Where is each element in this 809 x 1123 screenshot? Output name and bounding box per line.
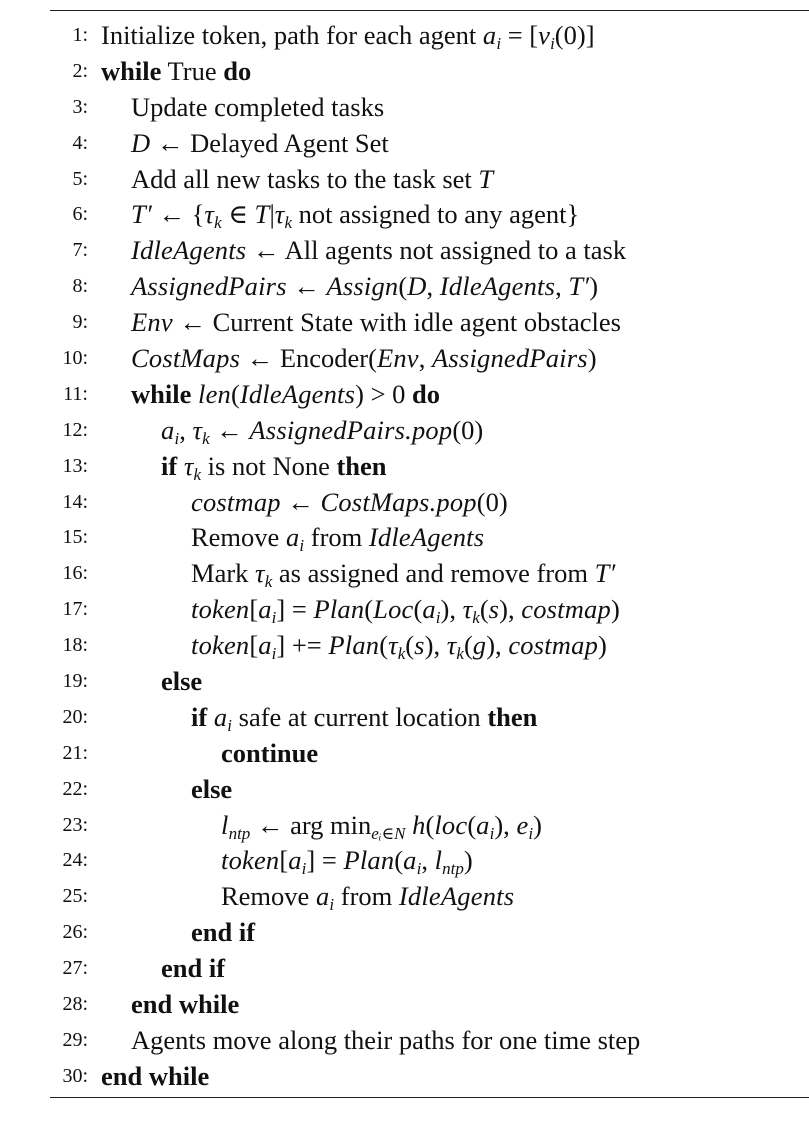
math-subscript: k [214,213,222,233]
math-symbol: IdleAgents [131,235,247,266]
line-code [131,1023,640,1059]
code-text: ( [379,630,389,661]
algorithm-line [0,772,809,808]
code-text: ← [209,414,250,445]
line-code [221,879,514,915]
math-symbol: AssignedPairs.pop [249,414,453,445]
math-symbol: T′ [568,271,590,302]
line-number: 25: [62,885,88,908]
math-symbol: a [403,845,417,876]
keyword: do [412,378,441,409]
line-code [191,485,508,521]
algorithm-line [0,915,809,951]
code-text: ← [280,486,321,517]
math-symbol: AssignedPairs [432,343,588,374]
code-text: ( [413,594,423,625]
keyword: then [336,450,387,481]
math-symbol: T [478,163,494,194]
line-number: 29: [62,1028,88,1051]
code-text: Initialize token, path for each agent [101,20,483,50]
code-text: ← Encoder( [240,343,377,374]
code-text: ← Current State with idle agent obstacles [172,307,621,338]
code-text: (0) [476,486,508,517]
code-text: = [ [501,20,539,50]
line-number: 24: [62,849,88,872]
code-text: ] = [276,594,314,625]
code-text: ) [589,271,599,302]
code-text: , [418,343,433,374]
code-text: ( [230,378,240,409]
algorithm-line [0,413,809,449]
algorithm-line [0,520,809,556]
algorithm-line [0,1023,809,1059]
algorithm-line [0,1059,809,1095]
code-text: Remove [191,522,286,553]
math-symbol: IdleAgents [398,881,515,912]
math-subscript: i [496,34,502,53]
line-number: 8: [72,275,88,298]
math-symbol: Env [131,307,173,338]
algorithm-line [0,879,809,915]
math-symbol: τ [255,558,265,589]
math-subscript: ntp [442,859,464,879]
line-number: 1: [72,24,88,46]
keyword: if [161,450,178,481]
line-code [131,987,239,1023]
math-symbol: T [254,199,270,230]
math-symbol: s [488,594,500,625]
line-code [191,915,255,951]
keyword: do [223,55,252,86]
math-symbol: Plan [343,845,395,876]
line-code [191,592,620,628]
line-code [221,808,542,844]
math-symbol: a [482,20,497,50]
code-text: ← { [151,199,205,230]
math-subscript: i [174,428,180,448]
math-symbol: τ [446,630,457,661]
keyword: else [161,666,203,697]
code-text: Update completed tasks [131,91,385,122]
math-symbol: token [191,630,250,661]
keyword: while [101,55,162,86]
code-text: True [161,55,224,86]
math-symbol: τ [183,450,194,481]
line-code [191,772,232,808]
line-number: 28: [62,993,88,1016]
line-code [191,520,484,556]
math-symbol: l [434,845,443,876]
math-subscript: i [299,536,305,556]
math-symbol: loc [434,809,468,840]
math-subscript: i [227,715,232,735]
line-code [191,628,607,664]
algorithm-line [0,54,809,90]
math-symbol: v [538,20,551,50]
math-symbol: CostMaps [131,343,241,374]
code-text: ( [425,809,435,840]
algorithm-line [0,951,809,987]
code-text [207,702,214,732]
keyword: while [131,378,192,409]
code-text: ) [610,594,620,625]
math-symbol: a [161,414,175,445]
keyword: continue [221,737,319,768]
code-text: ) > 0 [355,378,413,409]
line-code [131,197,579,233]
code-text: ) [533,809,542,840]
line-number: 4: [72,131,88,154]
math-subscript: eᵢ∈N [371,823,406,843]
algorithm-line [0,18,809,54]
code-text: from [334,881,399,912]
code-text: (0) [452,414,484,445]
code-text: ( [364,594,374,625]
math-subscript: i [271,608,277,628]
code-text: ( [467,809,477,840]
code-text: safe at current location [232,701,488,732]
line-code [131,341,597,377]
algorithm-line [0,628,809,664]
math-symbol: costmap [191,486,281,517]
math-symbol: token [191,594,250,625]
line-number: 17: [62,598,88,621]
math-symbol: D [407,271,427,302]
code-text: ← arg min [250,809,372,840]
line-code [101,1059,209,1095]
math-subscript: i [271,644,277,664]
math-symbol: IdleAgents [368,522,485,553]
math-subscript: i [329,895,335,915]
math-symbol: a [422,594,436,625]
code-text: [ [249,630,259,661]
algorithm-line [0,843,809,879]
math-symbol: len [198,378,231,409]
math-symbol: h [412,809,426,840]
math-subscript: i [435,608,441,628]
line-number: 6: [72,203,88,226]
math-subscript: k [472,608,480,628]
algorithm-line [0,269,809,305]
math-symbol: CostMaps.pop [320,486,477,517]
line-code [161,951,225,987]
algorithm-line [0,449,809,485]
math-subscript: k [284,213,293,233]
line-number: 11: [63,382,88,405]
line-number: 2: [72,59,88,82]
code-text: as assigned and remove from [272,558,595,589]
algorithm-top-rule [50,10,809,11]
code-text: , [421,845,435,876]
line-number: 5: [72,167,88,190]
code-text: [ [279,845,289,876]
algorithm-line [0,485,809,521]
math-symbol: g [472,630,487,661]
math-symbol: IdleAgents [239,378,356,409]
line-code [131,162,493,198]
math-symbol: τ [192,414,203,445]
keyword: end if [191,917,256,948]
code-text: ∈ [221,199,255,230]
code-text: ( [405,630,415,661]
math-symbol: e [516,809,529,840]
math-symbol: τ [462,594,473,625]
algorithm-line [0,808,809,844]
code-text: ] += [276,630,329,661]
math-subscript: i [489,823,495,843]
math-symbol: τ [388,630,398,661]
math-subscript: k [456,644,464,664]
algorithm-line [0,377,809,413]
keyword: if [191,701,208,732]
math-subscript: i [528,823,534,843]
keyword: end while [131,989,240,1020]
algorithm-bottom-rule [50,1097,809,1098]
algorithm-line [0,162,809,198]
line-number: 19: [62,670,88,693]
line-number: 26: [62,921,88,944]
keyword: end if [161,953,226,984]
algorithm-line [0,233,809,269]
math-symbol: τ [274,199,285,230]
math-symbol: D [131,127,151,158]
algorithm-line [0,592,809,628]
code-text: ) [587,343,597,374]
math-symbol: T′ [594,558,616,589]
code-text: Agents move along their paths for one time step [131,1024,641,1055]
math-symbol: IdleAgents [439,271,556,302]
code-text: (0)] [554,20,595,50]
math-symbol: Plan [313,594,365,625]
code-text: , [426,271,440,302]
code-text: ) [463,845,473,876]
code-text: ) [598,630,607,661]
code-text: Add all new tasks to the task set [131,163,479,194]
math-subscript: k [202,428,210,448]
line-code [161,664,202,700]
algorithm-line [0,987,809,1023]
math-symbol: token [221,845,280,876]
line-code [191,556,616,592]
line-number: 30: [62,1064,88,1087]
math-subscript: k [264,572,273,592]
math-subscript: i [416,859,422,879]
line-number: 23: [62,813,88,836]
line-number: 14: [62,490,88,513]
code-text: ← Delayed Agent Set [150,127,389,158]
line-number: 16: [62,562,88,585]
math-symbol: costmap [508,630,599,661]
math-symbol: a [315,881,330,912]
code-text: ] = [306,845,344,876]
algorithm-line [0,664,809,700]
line-code [221,843,473,879]
math-symbol: s [414,630,425,661]
code-text: | [269,199,275,230]
code-text [177,451,184,481]
algorithm-body [0,18,809,1095]
math-subscript: k [193,464,202,484]
math-symbol: l [221,809,229,840]
line-code [161,449,387,485]
code-text: , [555,271,569,302]
algorithm-line [0,305,809,341]
code-text: is not None [201,450,337,481]
math-subscript: i [550,34,555,53]
math-symbol: a [476,809,490,840]
line-number: 22: [62,777,88,800]
algorithm-line [0,126,809,162]
math-symbol: Env [376,343,419,374]
algorithm-line [0,556,809,592]
code-text: Mark [191,558,256,589]
line-number: 27: [62,957,88,980]
line-code [131,269,598,305]
line-code [131,377,440,413]
code-text: ( [394,845,404,876]
code-text: ← [286,271,327,302]
line-code [101,18,595,54]
math-symbol: a [258,630,272,661]
code-text: ), [486,630,509,661]
code-text: , [179,414,193,445]
math-symbol: Plan [328,630,380,661]
line-code [131,90,384,126]
math-symbol: a [213,701,228,732]
code-text: ← All agents not assigned to a task [246,235,627,266]
code-text: ( [463,630,473,661]
code-text: ), [499,594,522,625]
code-text: [ [249,594,259,625]
algorithm-line [0,736,809,772]
line-code [221,736,318,772]
keyword: else [191,773,233,804]
algorithm-line [0,341,809,377]
math-symbol: Loc [373,594,414,625]
line-code [161,413,483,449]
line-number: 13: [62,454,88,477]
line-number: 21: [62,741,88,764]
line-number: 12: [62,418,88,441]
code-text [191,379,198,409]
code-text: from [304,522,369,553]
code-text: not assigned to any agent} [292,199,580,230]
math-symbol: Assign [326,271,399,302]
math-symbol: a [288,845,302,876]
algorithm-line [0,197,809,233]
line-code [131,126,389,162]
line-code [131,233,626,269]
math-symbol: T′ [131,199,152,230]
line-number: 7: [72,239,88,262]
line-number: 18: [62,634,88,657]
line-number: 15: [62,526,88,549]
math-symbol: costmap [521,594,611,625]
math-symbol: a [258,594,272,625]
math-subscript: ntp [228,823,251,843]
algorithm-line [0,90,809,126]
math-subscript: i [301,859,307,879]
keyword: end while [101,1060,210,1091]
code-text: ), [424,630,447,661]
line-number: 9: [72,311,88,334]
line-code [131,305,621,341]
code-text: Remove [221,881,316,912]
math-symbol: a [285,522,300,553]
code-text: ), [494,809,517,840]
line-number: 20: [62,705,88,728]
line-number: 10: [62,347,88,370]
line-code [101,54,251,90]
keyword: then [487,701,538,732]
math-subscript: k [397,644,406,664]
algorithm-line [0,700,809,736]
code-text: ( [398,271,408,302]
code-text: ), [440,594,463,625]
math-symbol: AssignedPairs [131,271,287,302]
math-symbol: τ [204,199,215,230]
code-text: ( [479,594,489,625]
line-code [191,700,537,736]
line-number: 3: [72,95,88,118]
